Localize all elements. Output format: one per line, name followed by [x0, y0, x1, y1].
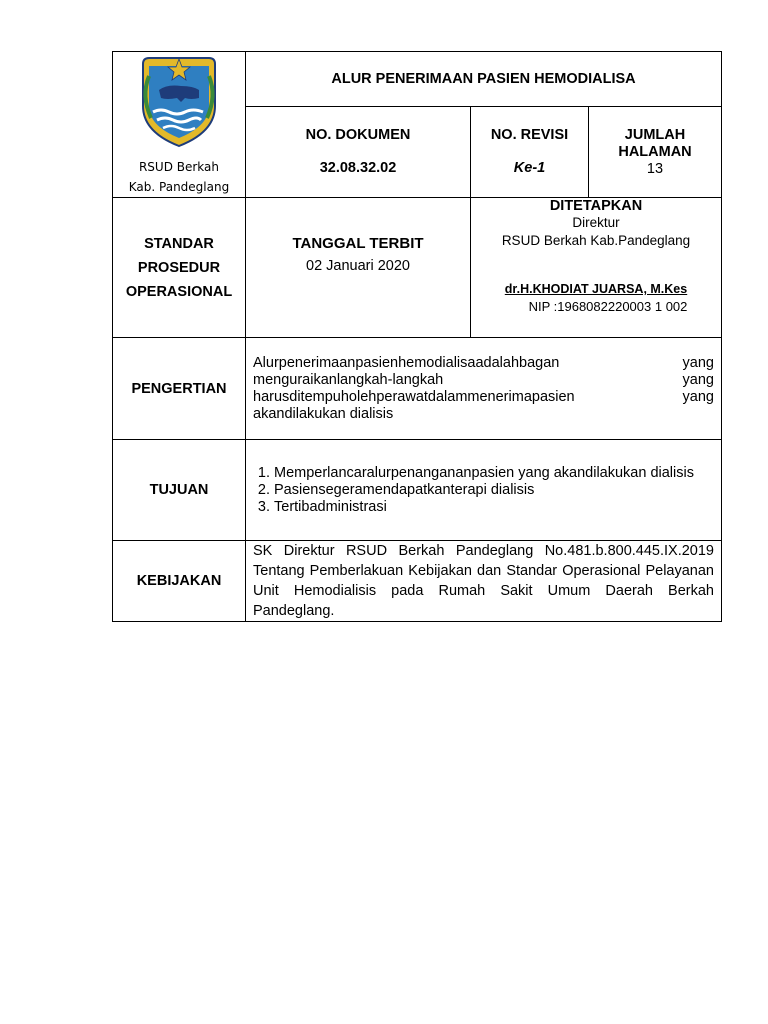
logo-caption-hospital: RSUD Berkah [138, 160, 220, 174]
signer-nip: NIP :1968082220003 1 002 [528, 299, 688, 314]
tujuan-item: 2. Pasiensegeramendapatkanterapi dialisis [274, 482, 714, 499]
pengertian-line-3-text: harusditempuholehperawatdalammenerimapasien [253, 388, 575, 405]
sop-document-table [112, 51, 722, 622]
sop-label-cell [113, 198, 246, 338]
sop-label-prosedur: PROSEDUR [137, 259, 221, 276]
no-revisi-label: NO. REVISI [490, 126, 569, 143]
logo-caption [113, 157, 245, 197]
pengertian-line-2-end: yang [682, 371, 714, 388]
kebijakan-content [246, 541, 722, 622]
logo-cell [113, 52, 246, 198]
tujuan-content [246, 440, 722, 541]
pengertian-line-3 [253, 389, 714, 406]
pengertian-line-4: akandilakukan dialisis [253, 405, 394, 422]
ditetapkan-cell [471, 198, 722, 338]
no-dokumen-label: NO. DOKUMEN [305, 126, 411, 143]
tanggal-terbit-label: TANGGAL TERBIT [292, 235, 424, 252]
logo-caption-region: Kab. Pandeglang [128, 180, 230, 194]
hospital-emblem-logo [137, 56, 221, 148]
pengertian-line-1 [253, 355, 714, 372]
ditetapkan-label: DITETAPKAN [549, 198, 643, 214]
sop-label-standar: STANDAR [144, 235, 214, 252]
pengertian-line-1-end: yang [682, 354, 714, 371]
tujuan-label: TUJUAN [113, 440, 246, 541]
pengertian-line-2 [253, 372, 714, 389]
tanggal-terbit-cell [246, 198, 471, 338]
ditetapkan-org: RSUD Berkah Kab.Pandeglang [501, 233, 691, 248]
ditetapkan-role: Direktur [572, 215, 620, 230]
no-revisi-cell [471, 106, 589, 197]
tujuan-item: 3. Tertibadministrasi [274, 499, 714, 516]
document-title: ALUR PENERIMAAN PASIEN HEMODIALISA [246, 52, 722, 107]
tujuan-item: 1. Memperlancaralurpenangananpasien yang akandilakukan dialisis [274, 465, 714, 482]
no-revisi-value: Ke-1 [513, 159, 546, 176]
jumlah-label-line2: HALAMAN [618, 144, 692, 161]
jumlah-halaman-cell [589, 106, 722, 197]
jumlah-label-line1: JUMLAH [624, 127, 686, 144]
tujuan-list [246, 465, 721, 516]
sop-label-operasional: OPERASIONAL [125, 283, 233, 300]
signer-name: dr.H.KHODIAT JUARSA, M.Kes [504, 282, 688, 296]
jumlah-halaman-value: 13 [646, 161, 664, 178]
pengertian-line-2-text: menguraikanlangkah-langkah [253, 371, 444, 388]
kebijakan-text: SK Direktur RSUD Berkah Pandeglang No.481.b.800.445.IX.2019 Tentang Pemberlakuan Kebijakan dan Standar Operasional Pelayanan Unit Hemodialisis pada Rumah Sakit Umum Daerah Berkah Pandeglang. [253, 543, 714, 619]
tanggal-terbit-value: 02 Januari 2020 [306, 258, 410, 274]
no-dokumen-value: 32.08.32.02 [319, 159, 397, 176]
pengertian-line-1-text: Alurpenerimaanpasienhemodialisaadalahbagan [253, 354, 560, 371]
pengertian-line-3-end: yang [682, 388, 714, 405]
no-dokumen-cell [246, 106, 471, 197]
pengertian-label: PENGERTIAN [113, 338, 246, 440]
pengertian-content [246, 338, 722, 440]
kebijakan-label: KEBIJAKAN [113, 541, 246, 622]
